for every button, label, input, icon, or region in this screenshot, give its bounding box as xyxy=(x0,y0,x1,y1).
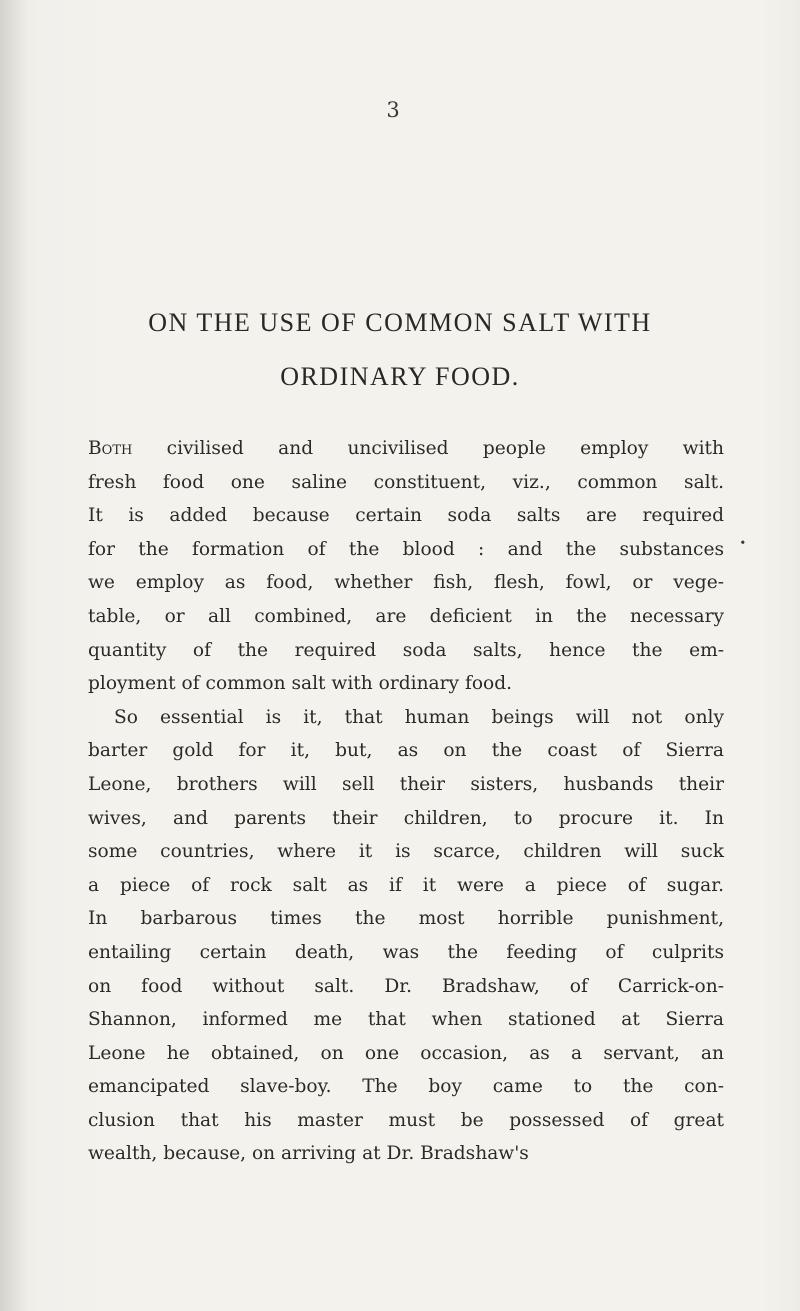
paragraph-line: some countries, where it is scarce, children will suck xyxy=(88,841,724,863)
paragraph-line: wealth, because, on arriving at Dr. Bradshaw's xyxy=(88,1143,529,1165)
paragraph-line: fresh food one saline constituent, viz., common salt. xyxy=(88,471,724,493)
chapter-title-line-2: ORDINARY FOOD. xyxy=(280,362,520,391)
paragraph-line: table, or all combined, are deficient in the necessary xyxy=(88,605,724,627)
body-text xyxy=(88,432,724,1171)
paragraph-line: ployment of common salt with ordinary food. xyxy=(88,673,513,695)
paragraph-line: for the formation of the blood : and the substances xyxy=(88,538,724,560)
paragraph-line: So essential is it, that human beings will not only xyxy=(114,706,724,728)
paragraph-line: It is added because certain soda salts are required xyxy=(88,505,724,527)
paragraph-line: Leone he obtained, on one occasion, as a servant, an xyxy=(88,1042,724,1064)
paragraph-line: Leone, brothers will sell their sisters, husbands their xyxy=(88,773,724,795)
paragraph-line: entailing certain death, was the feeding of culprits xyxy=(88,941,724,963)
paragraph-line: on food without salt. Dr. Bradshaw, of Carrick-on- xyxy=(88,975,724,997)
paragraph-line: a piece of rock salt as if it were a piece of sugar. xyxy=(88,874,724,896)
paragraph-line: barter gold for it, but, as on the coast of Sierra xyxy=(88,740,724,762)
paragraph-line: In barbarous times the most horrible punishment, xyxy=(88,908,724,930)
paragraph-line: emancipated slave-boy. The boy came to the con- xyxy=(88,1076,724,1098)
paragraph-line: we employ as food, whether fish, flesh, fowl, or vege- xyxy=(88,572,724,594)
drop-word: Both xyxy=(88,438,133,459)
margin-mark: ∙ xyxy=(737,534,749,550)
paragraph-line: clusion that his master must be possessed of great xyxy=(88,1109,724,1131)
page-number: 3 xyxy=(386,98,400,122)
paragraph-line: Both civilised and uncivilised people employ with xyxy=(88,438,724,459)
paragraph-line: Shannon, informed me that when stationed at Sierra xyxy=(88,1009,724,1031)
paragraph-line: quantity of the required soda salts, hence the em- xyxy=(88,639,724,661)
chapter-title-line-1: ON THE USE OF COMMON SALT WITH xyxy=(148,308,652,337)
paragraph-line: wives, and parents their children, to procure it. In xyxy=(88,807,724,829)
page-gutter-shadow xyxy=(0,0,28,1311)
